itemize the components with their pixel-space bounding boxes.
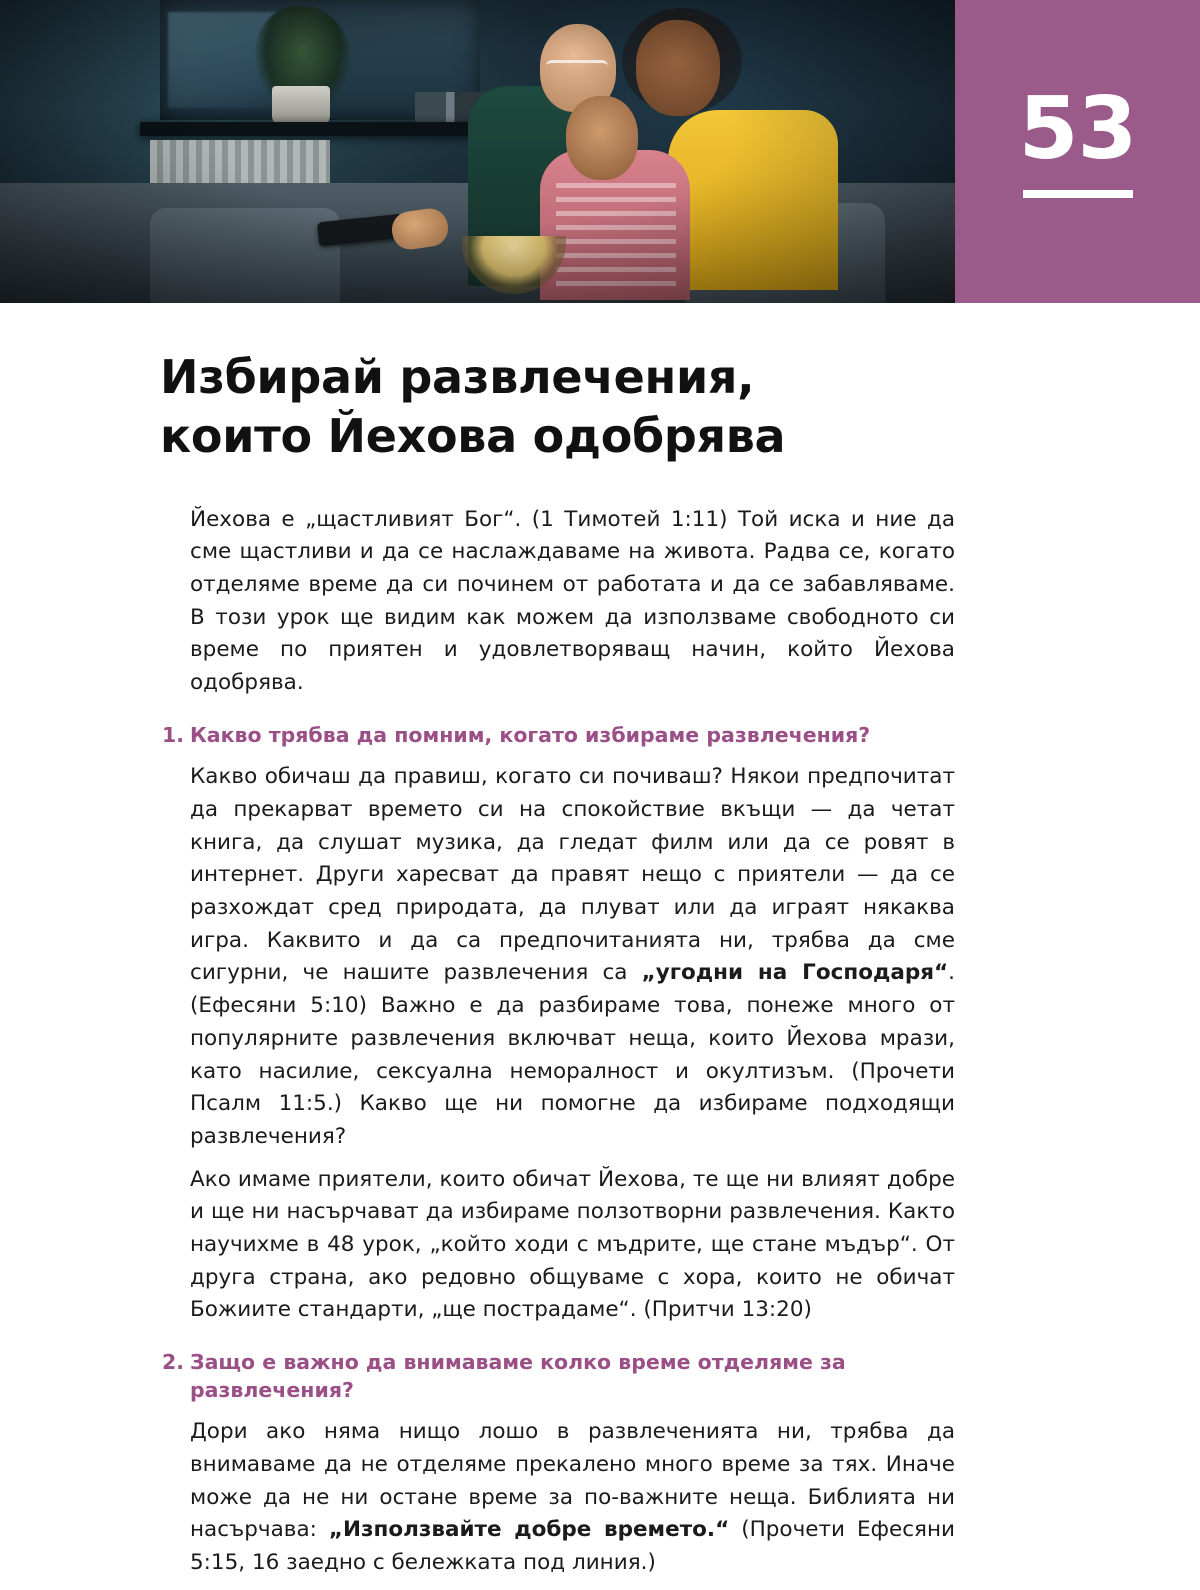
- question-2: [162, 1349, 955, 1404]
- page-body: [0, 303, 1200, 1590]
- lesson-number-underline: [1023, 190, 1133, 198]
- page-title: [160, 348, 980, 466]
- lesson-number-tab: [955, 0, 1200, 303]
- article-content: [162, 504, 956, 1580]
- page-title-line-2: които Йехова одобрява: [160, 408, 786, 463]
- question-1-number: 1.: [162, 722, 185, 747]
- hero-image: [0, 0, 955, 303]
- paragraph: Какво обичаш да правиш, когато си почиваш? Някои предпочитат да прекарват времето си на спокойствие вкъщи — да четат книга, да слушат музика, да гледат филм или да се ровят в интернет. Други харесват да правят нещо с приятели — да се разхождат сред природата, да плуват или да играят някаква игра. Каквито и да са предпочитанията ни, трябва да сме сигурни, че нашите развлечения са „угодни на Господаря“. (Ефесяни 5:10) Важно е да разбираме това, понеже много от популярните развлечения включват неща, които Йехова мрази, като насилие, сексуална неморалност и окултизъм. (Прочети Псалм 11:5.) Какво ще ни помогне да избираме подходящи развлечения?: [190, 764, 956, 1149]
- page-title-line-1: Избирай развлечения,: [160, 350, 755, 404]
- intro-paragraph: Йехова е „щастливият Бог“. (1 Тимотей 1:11) Той иска и ние да сме щастливи и да се наслаждаваме на живота. Радва се, когато отделяме време да си починем от работата и да се забавляваме. В този урок ще видим как можем да използваме свободното си време по приятен и удовлетворяващ начин, който Йехова одобрява.: [190, 506, 955, 696]
- question-2-number: 2.: [162, 1349, 185, 1374]
- question-1-text: Какво трябва да помним, когато избираме развлечения?: [190, 722, 871, 747]
- photo-vignette: [0, 0, 955, 303]
- question-1: [162, 722, 955, 750]
- question-2-text: Защо е важно да внимаваме колко време отделяме за развлечения?: [190, 1349, 846, 1402]
- page-header-band: [0, 0, 1200, 303]
- lesson-number: 53: [1018, 79, 1137, 179]
- section-2-paragraphs: [190, 1416, 955, 1579]
- section-2: [162, 1349, 955, 1580]
- section-1-paragraphs: [190, 761, 955, 1326]
- section-1: [162, 722, 956, 1327]
- paragraph: Дори ако няма нищо лошо в развлеченията ни, трябва да внимаваме да не отделяме прекалено много време за тях. Иначе може да не ни остане време за по-важните неща. Библията ни насърчава: „Използвайте добре времето.“ (Прочети Ефесяни 5:15, 16 заедно с бележката под линия.): [190, 1419, 955, 1575]
- paragraph: Ако имаме приятели, които обичат Йехова, те ще ни влияят добре и ще ни насърчават да избираме ползотворни развлечения. Както научихме в 48 урок, „който ходи с мъдрите, ще стане мъдър“. От друга страна, ако редовно общуваме с хора, които не обичат Божиите стандарти, „ще пострадаме“. (Притчи 13:20): [190, 1166, 955, 1323]
